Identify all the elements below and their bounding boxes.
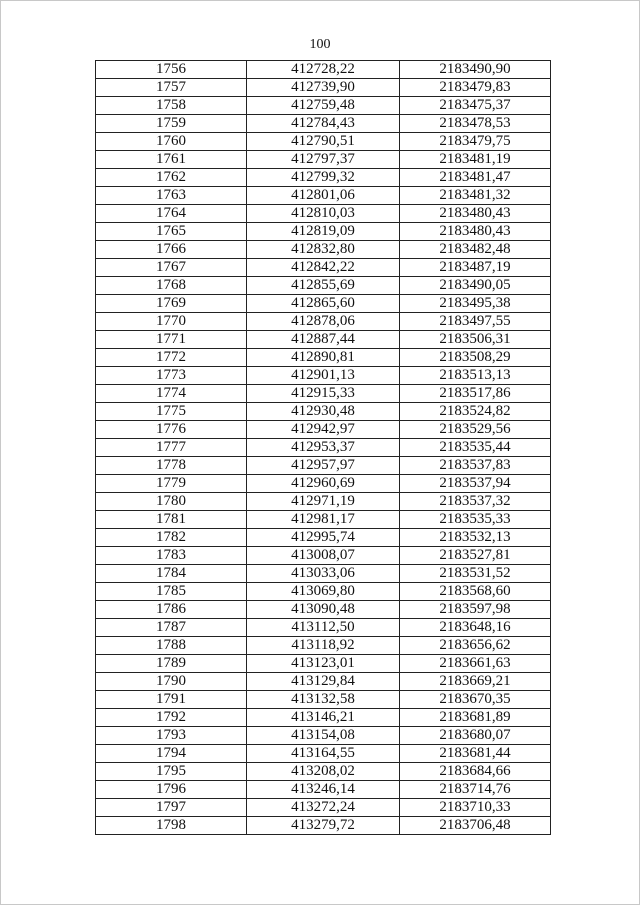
x-coordinate-cell: 413146,21 (247, 709, 400, 727)
y-coordinate-cell: 2183537,94 (400, 475, 551, 493)
table-row (96, 61, 551, 79)
table-row (96, 205, 551, 223)
point-number-cell: 1793 (96, 727, 247, 745)
x-coordinate-cell: 412960,69 (247, 475, 400, 493)
table-row (96, 367, 551, 385)
point-number-cell: 1782 (96, 529, 247, 547)
point-number-cell: 1756 (96, 61, 247, 79)
y-coordinate-cell: 2183681,89 (400, 709, 551, 727)
x-coordinate-cell: 412790,51 (247, 133, 400, 151)
table-row (96, 457, 551, 475)
point-number-cell: 1770 (96, 313, 247, 331)
point-number-cell: 1797 (96, 799, 247, 817)
y-coordinate-cell: 2183475,37 (400, 97, 551, 115)
table-row (96, 583, 551, 601)
x-coordinate-cell: 413154,08 (247, 727, 400, 745)
x-coordinate-cell: 412971,19 (247, 493, 400, 511)
x-coordinate-cell: 412799,32 (247, 169, 400, 187)
x-coordinate-cell: 412878,06 (247, 313, 400, 331)
point-number-cell: 1761 (96, 151, 247, 169)
x-coordinate-cell: 412855,69 (247, 277, 400, 295)
y-coordinate-cell: 2183684,66 (400, 763, 551, 781)
y-coordinate-cell: 2183497,55 (400, 313, 551, 331)
y-coordinate-cell: 2183517,86 (400, 385, 551, 403)
table-row (96, 295, 551, 313)
point-number-cell: 1767 (96, 259, 247, 277)
x-coordinate-cell: 413123,01 (247, 655, 400, 673)
y-coordinate-cell: 2183597,98 (400, 601, 551, 619)
table-row (96, 97, 551, 115)
table-row (96, 79, 551, 97)
x-coordinate-cell: 412784,43 (247, 115, 400, 133)
table-row (96, 745, 551, 763)
table-row (96, 781, 551, 799)
point-number-cell: 1789 (96, 655, 247, 673)
table-row (96, 493, 551, 511)
x-coordinate-cell: 412890,81 (247, 349, 400, 367)
x-coordinate-cell: 412865,60 (247, 295, 400, 313)
point-number-cell: 1777 (96, 439, 247, 457)
point-number-cell: 1785 (96, 583, 247, 601)
y-coordinate-cell: 2183506,31 (400, 331, 551, 349)
x-coordinate-cell: 413118,92 (247, 637, 400, 655)
point-number-cell: 1780 (96, 493, 247, 511)
y-coordinate-cell: 2183537,32 (400, 493, 551, 511)
point-number-cell: 1758 (96, 97, 247, 115)
y-coordinate-cell: 2183714,76 (400, 781, 551, 799)
y-coordinate-cell: 2183527,81 (400, 547, 551, 565)
page-number: 100 (309, 37, 331, 52)
table-row (96, 385, 551, 403)
table-row (96, 529, 551, 547)
y-coordinate-cell: 2183524,82 (400, 403, 551, 421)
x-coordinate-cell: 412957,97 (247, 457, 400, 475)
point-number-cell: 1795 (96, 763, 247, 781)
x-coordinate-cell: 413164,55 (247, 745, 400, 763)
x-coordinate-cell: 413272,24 (247, 799, 400, 817)
y-coordinate-cell: 2183490,05 (400, 277, 551, 295)
point-number-cell: 1764 (96, 205, 247, 223)
x-coordinate-cell: 412901,13 (247, 367, 400, 385)
point-number-cell: 1794 (96, 745, 247, 763)
table-row (96, 331, 551, 349)
y-coordinate-cell: 2183479,75 (400, 133, 551, 151)
x-coordinate-cell: 412887,44 (247, 331, 400, 349)
x-coordinate-cell: 412953,37 (247, 439, 400, 457)
x-coordinate-cell: 412810,03 (247, 205, 400, 223)
table-row (96, 223, 551, 241)
table-row (96, 259, 551, 277)
table-row (96, 709, 551, 727)
table-row (96, 187, 551, 205)
x-coordinate-cell: 412930,48 (247, 403, 400, 421)
y-coordinate-cell: 2183656,62 (400, 637, 551, 655)
y-coordinate-cell: 2183661,63 (400, 655, 551, 673)
table-row (96, 619, 551, 637)
y-coordinate-cell: 2183479,83 (400, 79, 551, 97)
point-number-cell: 1781 (96, 511, 247, 529)
point-number-cell: 1775 (96, 403, 247, 421)
point-number-cell: 1784 (96, 565, 247, 583)
point-number-cell: 1772 (96, 349, 247, 367)
table-row (96, 241, 551, 259)
table-row (96, 655, 551, 673)
x-coordinate-cell: 412819,09 (247, 223, 400, 241)
point-number-cell: 1786 (96, 601, 247, 619)
table-row (96, 637, 551, 655)
y-coordinate-cell: 2183680,07 (400, 727, 551, 745)
table-row (96, 115, 551, 133)
point-number-cell: 1768 (96, 277, 247, 295)
x-coordinate-cell: 413132,58 (247, 691, 400, 709)
point-number-cell: 1790 (96, 673, 247, 691)
point-number-cell: 1783 (96, 547, 247, 565)
point-number-cell: 1760 (96, 133, 247, 151)
x-coordinate-cell: 412759,48 (247, 97, 400, 115)
y-coordinate-cell: 2183480,43 (400, 223, 551, 241)
point-number-cell: 1757 (96, 79, 247, 97)
y-coordinate-cell: 2183495,38 (400, 295, 551, 313)
point-number-cell: 1796 (96, 781, 247, 799)
y-coordinate-cell: 2183648,16 (400, 619, 551, 637)
y-coordinate-cell: 2183535,44 (400, 439, 551, 457)
y-coordinate-cell: 2183529,56 (400, 421, 551, 439)
point-number-cell: 1771 (96, 331, 247, 349)
point-number-cell: 1762 (96, 169, 247, 187)
x-coordinate-cell: 412801,06 (247, 187, 400, 205)
x-coordinate-cell: 413208,02 (247, 763, 400, 781)
point-number-cell: 1776 (96, 421, 247, 439)
table-row (96, 763, 551, 781)
table-row (96, 151, 551, 169)
y-coordinate-cell: 2183706,48 (400, 817, 551, 835)
table-row (96, 421, 551, 439)
point-number-cell: 1779 (96, 475, 247, 493)
y-coordinate-cell: 2183482,48 (400, 241, 551, 259)
point-number-cell: 1787 (96, 619, 247, 637)
table-row (96, 439, 551, 457)
x-coordinate-cell: 412739,90 (247, 79, 400, 97)
x-coordinate-cell: 412942,97 (247, 421, 400, 439)
y-coordinate-cell: 2183568,60 (400, 583, 551, 601)
y-coordinate-cell: 2183669,21 (400, 673, 551, 691)
x-coordinate-cell: 413129,84 (247, 673, 400, 691)
table-row (96, 349, 551, 367)
point-number-cell: 1792 (96, 709, 247, 727)
x-coordinate-cell: 413112,50 (247, 619, 400, 637)
point-number-cell: 1774 (96, 385, 247, 403)
table-row (96, 673, 551, 691)
table-body (96, 61, 551, 835)
table-row (96, 313, 551, 331)
table-row (96, 511, 551, 529)
table-row (96, 691, 551, 709)
y-coordinate-cell: 2183513,13 (400, 367, 551, 385)
x-coordinate-cell: 412832,80 (247, 241, 400, 259)
point-number-cell: 1759 (96, 115, 247, 133)
x-coordinate-cell: 413246,14 (247, 781, 400, 799)
y-coordinate-cell: 2183537,83 (400, 457, 551, 475)
table-row (96, 601, 551, 619)
x-coordinate-cell: 413090,48 (247, 601, 400, 619)
y-coordinate-cell: 2183531,52 (400, 565, 551, 583)
x-coordinate-cell: 412797,37 (247, 151, 400, 169)
y-coordinate-cell: 2183535,33 (400, 511, 551, 529)
table-row (96, 403, 551, 421)
point-number-cell: 1765 (96, 223, 247, 241)
table-row (96, 547, 551, 565)
table-row (96, 277, 551, 295)
x-coordinate-cell: 413008,07 (247, 547, 400, 565)
table-row (96, 799, 551, 817)
y-coordinate-cell: 2183532,13 (400, 529, 551, 547)
table-row (96, 133, 551, 151)
y-coordinate-cell: 2183481,19 (400, 151, 551, 169)
y-coordinate-cell: 2183710,33 (400, 799, 551, 817)
y-coordinate-cell: 2183480,43 (400, 205, 551, 223)
x-coordinate-cell: 413069,80 (247, 583, 400, 601)
y-coordinate-cell: 2183508,29 (400, 349, 551, 367)
table-row (96, 565, 551, 583)
y-coordinate-cell: 2183478,53 (400, 115, 551, 133)
y-coordinate-cell: 2183481,47 (400, 169, 551, 187)
point-number-cell: 1798 (96, 817, 247, 835)
y-coordinate-cell: 2183487,19 (400, 259, 551, 277)
table-row (96, 817, 551, 835)
point-number-cell: 1766 (96, 241, 247, 259)
y-coordinate-cell: 2183490,90 (400, 61, 551, 79)
table-row (96, 475, 551, 493)
x-coordinate-cell: 413279,72 (247, 817, 400, 835)
table-row (96, 727, 551, 745)
y-coordinate-cell: 2183481,32 (400, 187, 551, 205)
point-number-cell: 1773 (96, 367, 247, 385)
x-coordinate-cell: 412728,22 (247, 61, 400, 79)
x-coordinate-cell: 413033,06 (247, 565, 400, 583)
x-coordinate-cell: 412842,22 (247, 259, 400, 277)
point-number-cell: 1778 (96, 457, 247, 475)
point-number-cell: 1791 (96, 691, 247, 709)
x-coordinate-cell: 412915,33 (247, 385, 400, 403)
point-number-cell: 1769 (96, 295, 247, 313)
x-coordinate-cell: 412981,17 (247, 511, 400, 529)
coordinates-table (95, 60, 551, 835)
x-coordinate-cell: 412995,74 (247, 529, 400, 547)
point-number-cell: 1763 (96, 187, 247, 205)
point-number-cell: 1788 (96, 637, 247, 655)
y-coordinate-cell: 2183681,44 (400, 745, 551, 763)
table-row (96, 169, 551, 187)
y-coordinate-cell: 2183670,35 (400, 691, 551, 709)
